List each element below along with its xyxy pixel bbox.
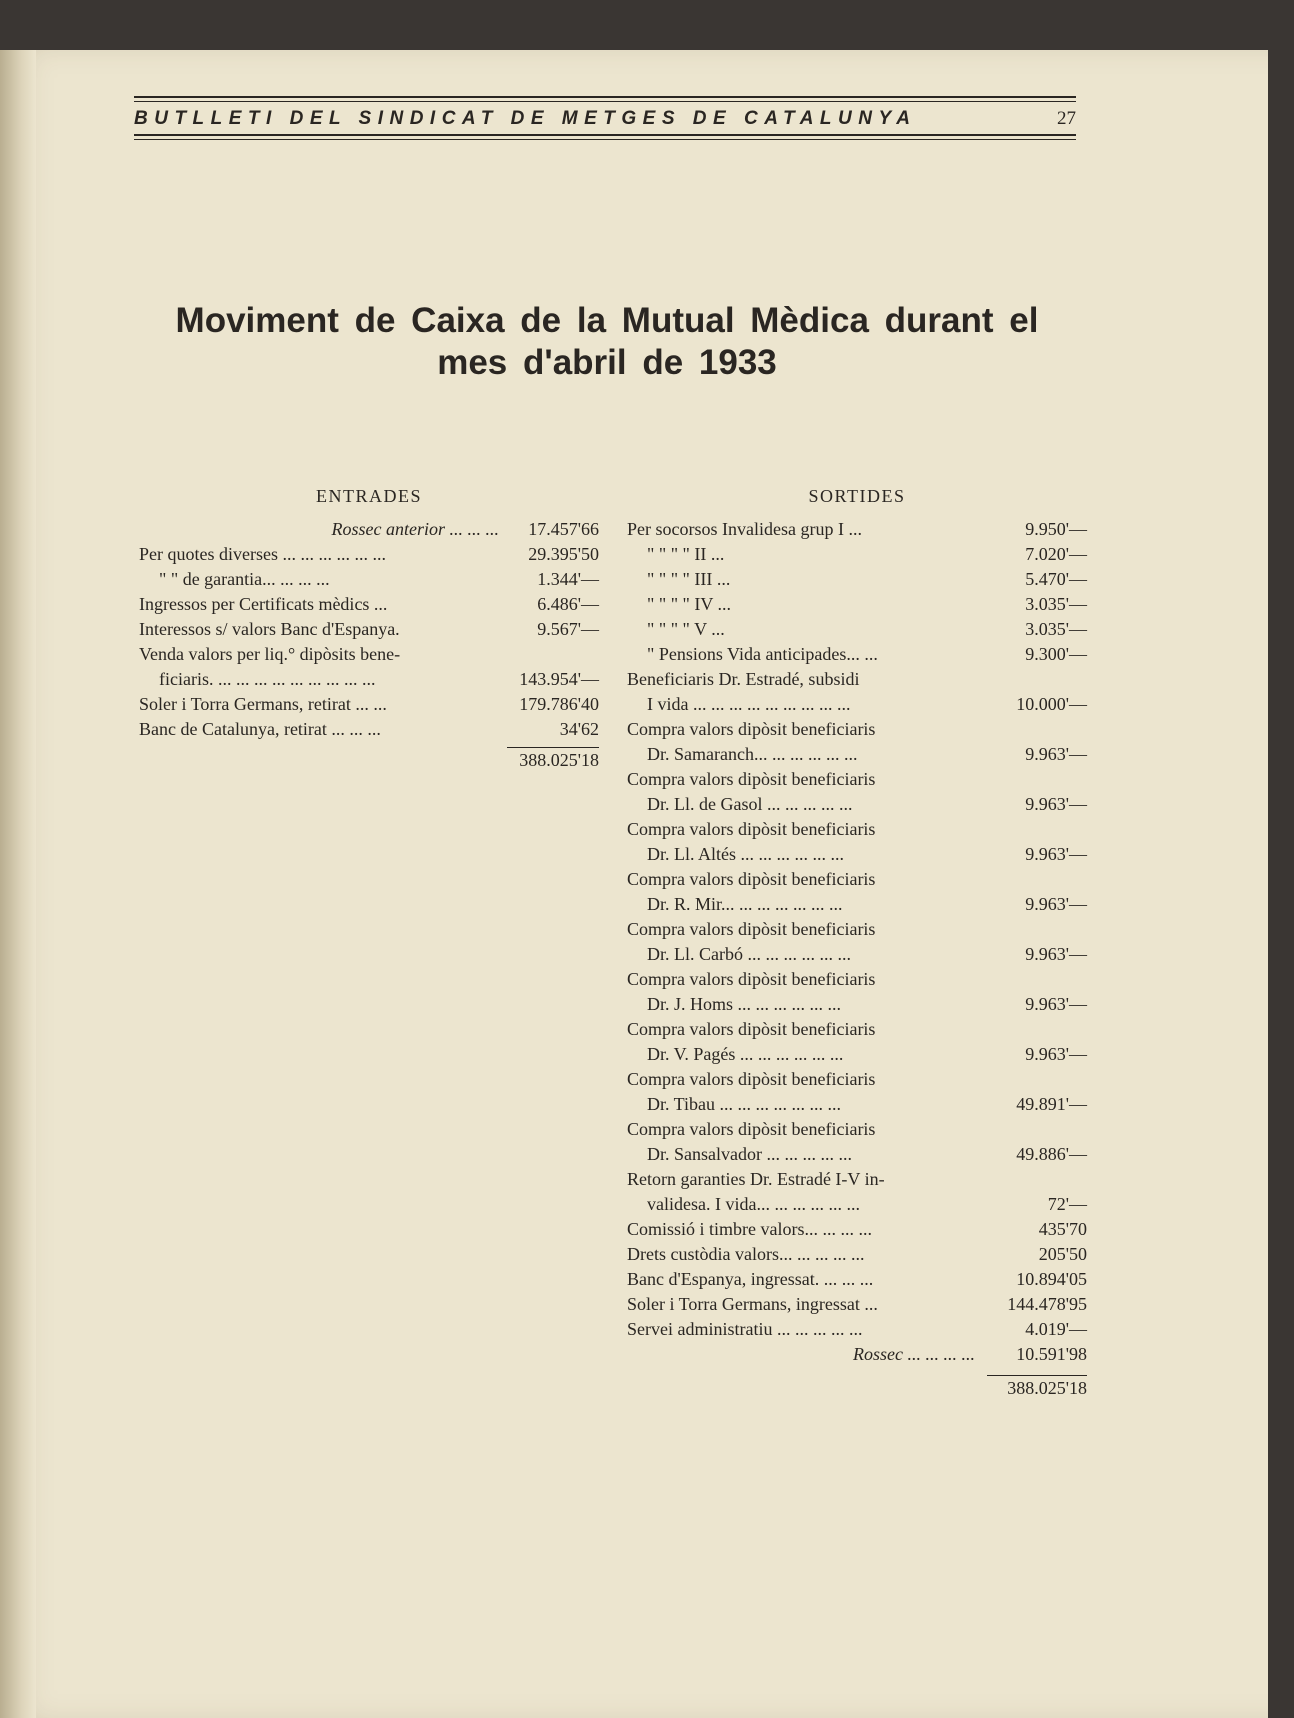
sortides-row-amount: 9.963'— bbox=[1025, 744, 1087, 764]
entrades-row-label: Rossec anterior ... ... ... bbox=[331, 519, 499, 539]
sortides-row-amount bbox=[975, 817, 1087, 842]
sortides-row-label: Dr. Ll. de Gasol ... ... ... ... ... bbox=[647, 794, 853, 814]
header-bottom-rule bbox=[134, 134, 1076, 140]
sortides-row bbox=[627, 892, 1087, 917]
entrades-row-label: Interessos s/ valors Banc d'Espanya. bbox=[139, 619, 400, 639]
sortides-row-amount: 9.963'— bbox=[1025, 1044, 1087, 1064]
entrades-row bbox=[139, 642, 599, 667]
entrades-row bbox=[139, 717, 599, 742]
sortides-row bbox=[627, 617, 1087, 642]
sortides-row bbox=[627, 642, 1087, 667]
sortides-row bbox=[627, 817, 1087, 842]
sortides-row-amount bbox=[975, 1067, 1087, 1092]
entrades-row bbox=[139, 567, 599, 592]
sortides-row-label: Soler i Torra Germans, ingressat ... bbox=[627, 1294, 878, 1314]
sortides-row-label: Dr. Ll. Altés ... ... ... ... ... ... bbox=[647, 844, 844, 864]
entrades-row bbox=[139, 617, 599, 642]
sortides-row-amount: 3.035'— bbox=[1025, 594, 1087, 614]
sortides-row bbox=[627, 1317, 1087, 1342]
entrades-row-amount: 9.567'— bbox=[537, 619, 599, 639]
sortides-row-label: Comissió i timbre valors... ... ... ... bbox=[627, 1219, 872, 1239]
sortides-row-label: Compra valors dipòsit beneficiaris bbox=[627, 719, 876, 739]
entrades-row-label: Soler i Torra Germans, retirat ... ... bbox=[139, 694, 387, 714]
sortides-row bbox=[627, 967, 1087, 992]
sortides-row bbox=[627, 917, 1087, 942]
entrades-row-amount: 34'62 bbox=[559, 719, 599, 739]
sortides-row-amount: 435'70 bbox=[1038, 1219, 1087, 1239]
sortides-row-amount bbox=[975, 967, 1087, 992]
sortides-row-label: Retorn garanties Dr. Estradé I-V in- bbox=[627, 1169, 885, 1189]
page-number: 27 bbox=[1057, 108, 1076, 129]
sortides-row-label: Dr. Tibau ... ... ... ... ... ... ... bbox=[647, 1094, 842, 1114]
sortides-row bbox=[627, 742, 1087, 767]
sortides-row-label: " " " " II ... bbox=[647, 544, 725, 564]
sortides-row bbox=[627, 1242, 1087, 1267]
sortides-row-amount bbox=[975, 867, 1087, 892]
sortides-row-label: Dr. Samaranch... ... ... ... ... ... bbox=[647, 744, 858, 764]
running-header bbox=[134, 96, 1076, 140]
sortides-row bbox=[627, 1267, 1087, 1292]
entrades-column bbox=[139, 484, 599, 773]
sortides-row-amount: 7.020'— bbox=[1025, 544, 1087, 564]
sortides-row bbox=[627, 1117, 1087, 1142]
sortides-row-label: " " " " V ... bbox=[647, 619, 725, 639]
sortides-row bbox=[627, 567, 1087, 592]
entrades-row-amount: 1.344'— bbox=[537, 569, 599, 589]
sortides-row bbox=[627, 542, 1087, 567]
sortides-row-amount: 72'— bbox=[1047, 1194, 1087, 1214]
sortides-row-amount bbox=[975, 1017, 1087, 1042]
sortides-row-label: Compra valors dipòsit beneficiaris bbox=[627, 1069, 876, 1089]
sortides-row bbox=[627, 1017, 1087, 1042]
title-line-1: Moviment de Caixa de la Mutual Mèdica durant el bbox=[175, 301, 1039, 340]
sortides-row-label: Rossec ... ... ... ... bbox=[853, 1344, 975, 1364]
article-title bbox=[134, 300, 1080, 384]
sortides-row-amount bbox=[975, 767, 1087, 792]
sortides-row-label: Dr. Ll. Carbó ... ... ... ... ... ... bbox=[647, 944, 851, 964]
journal-title: BUTLLETI DEL SINDICAT DE METGES DE CATALUNYA bbox=[134, 108, 917, 129]
entrades-row-label: Venda valors per liq.° dipòsits bene- bbox=[139, 644, 401, 664]
sortides-row bbox=[627, 1342, 1087, 1367]
sortides-row bbox=[627, 1092, 1087, 1117]
sortides-row-label: Dr. V. Pagés ... ... ... ... ... ... bbox=[647, 1044, 844, 1064]
sortides-row bbox=[627, 1192, 1087, 1217]
sortides-row bbox=[627, 992, 1087, 1017]
sortides-row-amount: 10.000'— bbox=[1016, 694, 1087, 714]
sortides-row-amount bbox=[975, 717, 1087, 742]
sortides-row-label: Compra valors dipòsit beneficiaris bbox=[627, 1019, 876, 1039]
sortides-row bbox=[627, 592, 1087, 617]
sortides-heading: SORTIDES bbox=[808, 486, 906, 506]
sortides-row-amount: 5.470'— bbox=[1025, 569, 1087, 589]
title-line-2: mes d'abril de 1933 bbox=[437, 343, 777, 382]
entrades-row-label: Banc de Catalunya, retirat ... ... ... bbox=[139, 719, 381, 739]
sortides-row bbox=[627, 1042, 1087, 1067]
entrades-row-amount: 29.395'50 bbox=[528, 544, 599, 564]
sortides-row bbox=[627, 1067, 1087, 1092]
sortides-row bbox=[627, 667, 1087, 692]
sortides-row-label: Drets custòdia valors... ... ... ... ... bbox=[627, 1244, 865, 1264]
sortides-row-amount: 9.963'— bbox=[1025, 794, 1087, 814]
sortides-row bbox=[627, 1167, 1087, 1192]
sortides-row-label: Compra valors dipòsit beneficiaris bbox=[627, 819, 876, 839]
entrades-row-label: Ingressos per Certificats mèdics ... bbox=[139, 594, 388, 614]
sortides-row-amount bbox=[975, 1117, 1087, 1142]
sortides-row-label: validesa. I vida... ... ... ... ... ... bbox=[647, 1194, 860, 1214]
sortides-row bbox=[627, 842, 1087, 867]
entrades-row-label: " " de garantia... ... ... ... bbox=[159, 569, 330, 589]
sortides-row-amount: 9.963'— bbox=[1025, 894, 1087, 914]
entrades-row-label: ficiaris. ... ... ... ... ... ... ... ... ... bbox=[159, 669, 376, 689]
sortides-row bbox=[627, 767, 1087, 792]
sortides-row-amount: 205'50 bbox=[1038, 1244, 1087, 1264]
sortides-row-label: Compra valors dipòsit beneficiaris bbox=[627, 869, 876, 889]
entrades-rows bbox=[139, 517, 599, 742]
sortides-row-amount: 9.300'— bbox=[1025, 644, 1087, 664]
sortides-row bbox=[627, 1142, 1087, 1167]
sortides-row-label: Compra valors dipòsit beneficiaris bbox=[627, 919, 876, 939]
sortides-row-label: " Pensions Vida anticipades... ... bbox=[647, 644, 878, 664]
sortides-row-amount bbox=[975, 667, 1087, 692]
sortides-row bbox=[627, 792, 1087, 817]
book-spine bbox=[0, 50, 36, 1718]
sortides-row-amount bbox=[975, 1167, 1087, 1192]
sortides-row bbox=[627, 867, 1087, 892]
entrades-row bbox=[139, 517, 599, 542]
sortides-row-amount: 10.894'05 bbox=[1016, 1269, 1087, 1289]
sortides-row-label: Dr. Sansalvador ... ... ... ... ... bbox=[647, 1144, 852, 1164]
sortides-row bbox=[627, 1217, 1087, 1242]
entrades-row-amount bbox=[499, 642, 599, 667]
sortides-row bbox=[627, 717, 1087, 742]
entrades-row bbox=[139, 592, 599, 617]
sortides-row-amount: 49.891'— bbox=[1016, 1094, 1087, 1114]
sortides-row bbox=[627, 1292, 1087, 1317]
entrades-row-amount: 6.486'— bbox=[537, 594, 599, 614]
sortides-row-label: Compra valors dipòsit beneficiaris bbox=[627, 769, 876, 789]
sortides-row-amount: 9.963'— bbox=[1025, 994, 1087, 1014]
sortides-row-amount: 10.591'98 bbox=[1016, 1344, 1087, 1364]
sortides-row-label: Compra valors dipòsit beneficiaris bbox=[627, 969, 876, 989]
sortides-row-amount: 3.035'— bbox=[1025, 619, 1087, 639]
entrades-row-amount: 143.954'— bbox=[519, 669, 599, 689]
entrades-row bbox=[139, 542, 599, 567]
sortides-row-label: Servei administratiu ... ... ... ... ... bbox=[627, 1319, 863, 1339]
entrades-heading: ENTRADES bbox=[316, 486, 422, 506]
entrades-row-amount: 17.457'66 bbox=[528, 519, 599, 539]
sortides-total: 388.025'18 bbox=[1007, 1378, 1087, 1398]
sortides-row-label: I vida ... ... ... ... ... ... ... ... ... bbox=[647, 694, 851, 714]
sortides-row-amount: 4.019'— bbox=[1025, 1319, 1087, 1339]
sortides-row bbox=[627, 517, 1087, 542]
sortides-row-label: " " " " III ... bbox=[647, 569, 731, 589]
sortides-row-label: Banc d'Espanya, ingressat. ... ... ... bbox=[627, 1269, 874, 1289]
sortides-row bbox=[627, 692, 1087, 717]
sortides-row-label: Dr. J. Homs ... ... ... ... ... ... bbox=[647, 994, 842, 1014]
entrades-total: 388.025'18 bbox=[519, 750, 599, 770]
sortides-row-amount: 9.950'— bbox=[1025, 519, 1087, 539]
sortides-row-amount: 49.886'— bbox=[1016, 1144, 1087, 1164]
sortides-row-amount: 9.963'— bbox=[1025, 844, 1087, 864]
sortides-row-amount bbox=[975, 917, 1087, 942]
sortides-row-label: " " " " IV ... bbox=[647, 594, 732, 614]
sortides-column bbox=[627, 484, 1087, 1401]
sortides-row-amount: 144.478'95 bbox=[1007, 1294, 1087, 1314]
sortides-row-label: Compra valors dipòsit beneficiaris bbox=[627, 1119, 876, 1139]
entrades-row bbox=[139, 667, 599, 692]
entrades-row-label: Per quotes diverses ... ... ... ... ... ... bbox=[139, 544, 386, 564]
sortides-row-label: Per socorsos Invalidesa grup I ... bbox=[627, 519, 862, 539]
entrades-row-amount: 179.786'40 bbox=[519, 694, 599, 714]
sortides-rows bbox=[627, 517, 1087, 1367]
sortides-row-label: Beneficiaris Dr. Estradé, subsidi bbox=[627, 669, 860, 689]
entrades-row bbox=[139, 692, 599, 717]
sortides-row bbox=[627, 942, 1087, 967]
sortides-row-amount: 9.963'— bbox=[1025, 944, 1087, 964]
sortides-row-label: Dr. R. Mir... ... ... ... ... ... ... bbox=[647, 894, 843, 914]
